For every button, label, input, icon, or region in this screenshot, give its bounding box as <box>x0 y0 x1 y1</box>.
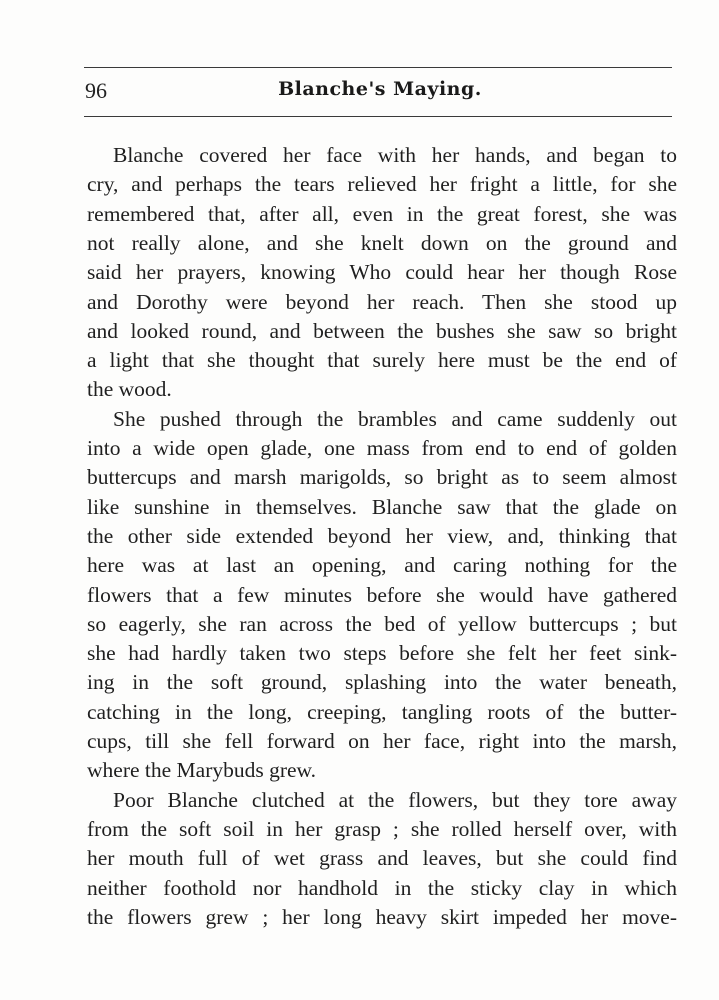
text-line: neither foothold nor handhold in the sticky clay in which <box>87 875 677 900</box>
header-bottom-rule <box>84 116 672 117</box>
text-line: and Dorothy were beyond her reach. Then she stood up <box>87 289 677 314</box>
text-line: flowers that a few minutes before she would have gathered <box>87 582 677 607</box>
text-line: into a wide open glade, one mass from end to end of golden <box>87 436 677 460</box>
text-line: so eagerly, she ran across the bed of yellow buttercups ; but <box>87 611 677 636</box>
text-line: Poor Blanche clutched at the flowers, but they tore away <box>113 787 677 812</box>
text-line: cups, till she fell forward on her face, right into the marsh, <box>87 729 677 753</box>
page-number: 96 <box>85 78 107 103</box>
text-line: like sunshine in themselves. Blanche saw that the glade on <box>87 494 677 519</box>
text-line: a light that she thought that surely here must be the end of <box>87 348 677 373</box>
text-line: said her prayers, knowing Who could hear her though Rose <box>87 260 677 285</box>
text-line: the flowers grew ; her long heavy skirt impeded her move- <box>87 904 677 929</box>
running-title: Blanche's Maying. <box>278 78 482 100</box>
text-line: and looked round, and between the bushes she saw so bright <box>87 318 677 343</box>
text-line: cry, and perhaps the tears relieved her fright a little, for she <box>87 172 677 197</box>
text-line: where the Marybuds grew. <box>87 758 317 783</box>
text-line: not really alone, and she knelt down on the ground and <box>87 230 677 255</box>
text-line: the other side extended beyond her view, and, thinking that <box>87 523 677 548</box>
text-line: she had hardly taken two steps before she felt her feet sink- <box>87 641 677 666</box>
text-line: ing in the soft ground, splashing into the water beneath, <box>87 670 677 695</box>
text-line: catching in the long, creeping, tangling roots of the butter- <box>87 699 677 724</box>
text-line: Blanche covered her face with her hands, and began to <box>113 143 677 167</box>
header-top-rule <box>84 67 672 68</box>
text-line: buttercups and marsh marigolds, so bright as to seem almost <box>87 465 677 490</box>
text-line: here was at last an opening, and caring nothing for the <box>87 553 677 578</box>
text-line: from the soft soil in her grasp ; she rolled herself over, with <box>87 816 677 841</box>
text-line: She pushed through the brambles and came suddenly out <box>113 406 677 431</box>
text-line: her mouth full of wet grass and leaves, but she could find <box>87 846 677 871</box>
text-line: the wood. <box>87 377 172 402</box>
text-line: remembered that, after all, even in the great forest, she was <box>87 201 677 226</box>
